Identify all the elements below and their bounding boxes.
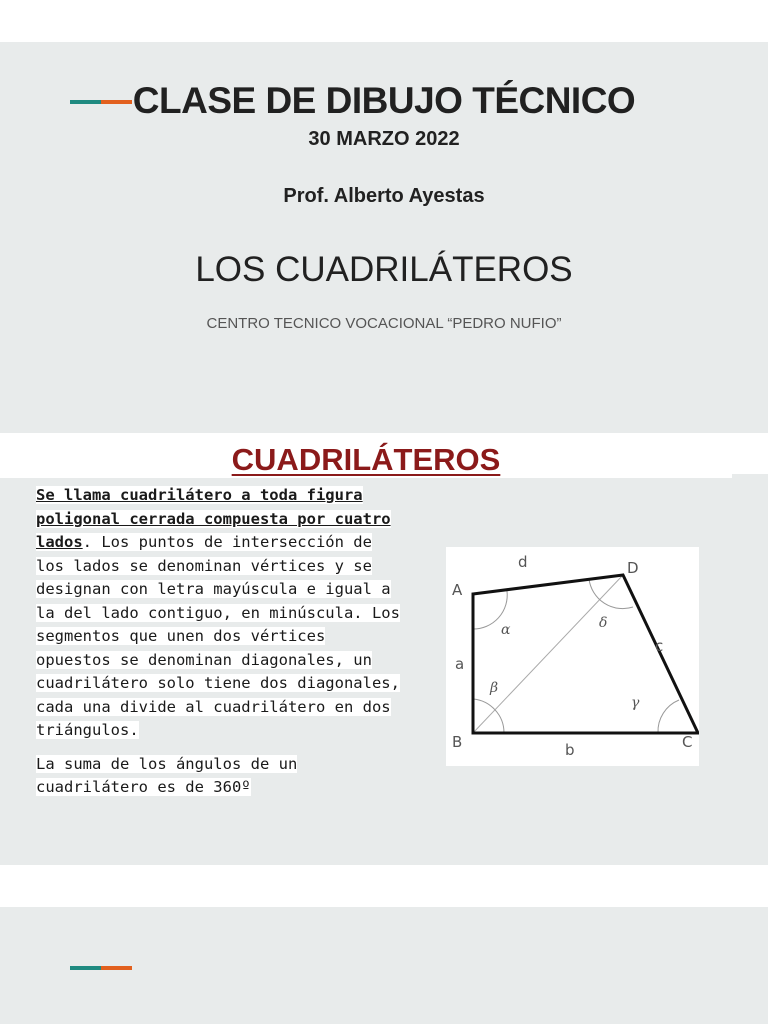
quadrilateral-svg (446, 547, 699, 766)
definition-paragraph (36, 484, 406, 743)
school-name: CENTRO TECNICO VOCACIONAL “PEDRO NUFIO” (206, 315, 562, 332)
definition-bold: Se llama cuadrilátero a toda figura poligonal cerrada compuesta por cuatro lados (36, 486, 391, 551)
side-label-b: b (565, 741, 575, 759)
diagonal-line (473, 575, 623, 733)
vertex-label-c: C (682, 733, 693, 751)
angle-label-alpha: α (501, 622, 511, 638)
vertex-label-a: A (452, 581, 463, 599)
accent-bar-2 (70, 966, 132, 970)
vertex-label-d: D (627, 559, 639, 577)
side-label-a: a (455, 655, 465, 673)
quadrilateral-diagram (446, 547, 699, 766)
angle-label-beta: β (490, 680, 499, 696)
slide-date: 30 MARZO 2022 (308, 128, 460, 150)
definition-rest: . Los puntos de intersección de los lados se denominan vértices y se designan con letra mayúscula e igual a la del lado contiguo, en minúscula. Los segmentos que unen dos vértices opuestos se denominan diagonales, un cuadrilátero solo tiene dos diagonales, cada una divide al cuadrilátero en dos triángulos. (36, 533, 400, 739)
sum-paragraph (36, 753, 406, 800)
section-heading: CUADRILÁTEROS (0, 442, 732, 478)
angle-label-gamma: γ (631, 695, 640, 711)
topic-title: LOS CUADRILÁTEROS (195, 250, 573, 289)
vertex-label-b: B (452, 733, 463, 751)
angle-label-delta: δ (599, 615, 608, 631)
sum-text: La suma de los ángulos de un cuadrilátero es de 360º (36, 754, 298, 796)
professor-name: Prof. Alberto Ayestas (283, 185, 485, 207)
angle-arc-gamma (658, 700, 679, 733)
slide-title: CLASE DE DIBUJO TÉCNICO (132, 80, 636, 121)
side-label-d: d (518, 553, 528, 571)
side-label-c: c (655, 637, 664, 655)
body-text (36, 484, 406, 810)
